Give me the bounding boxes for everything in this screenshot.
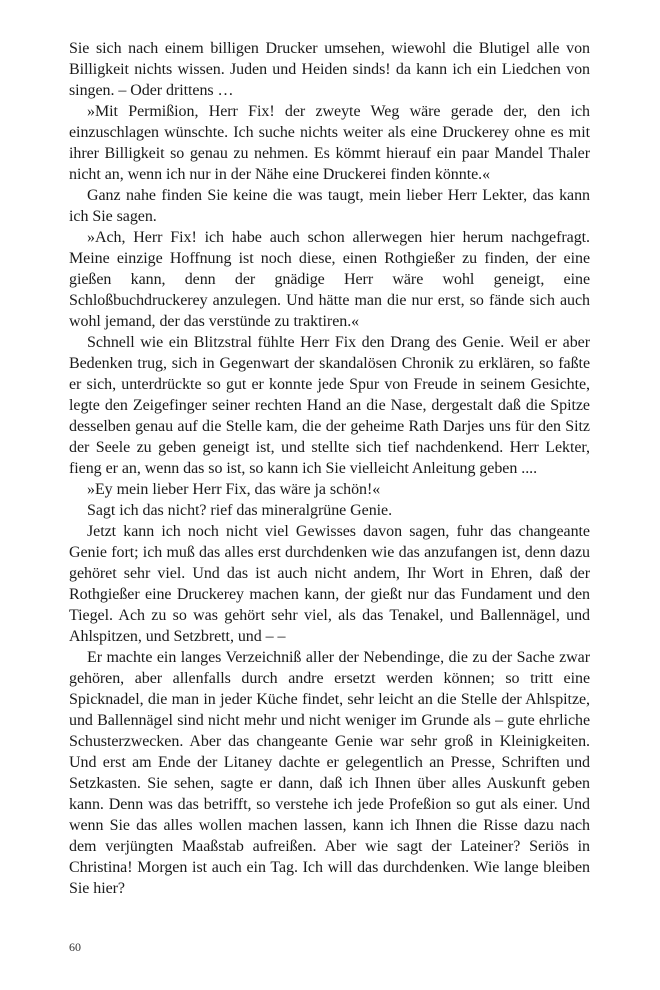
paragraph-6: »Ey mein lieber Herr Fix, das wäre ja schön!« [87, 481, 381, 498]
paragraph-9: Er machte ein langes Verzeichniß aller der Nebendinge, die zu der Sache zwar gehören, aber allenfalls durch andre ersetzt werden können; so tritt eine Spicknadel, die man in jeder Küche findet, sehr leicht an die Stelle der Ahlspitze, und Ballennägel sind nicht mehr und nicht weniger im Grunde als – gute ehrliche Schusterzwecken. Aber das changeante Genie war sehr groß in Kleinigkeiten. Und erst am Ende der Litaney dachte er gelegentlich an Presse, Schriften und Setzkasten. Sie sehen, sagte er dann, daß ich Ihnen über alles Auskunft geben kann. Denn was das betrifft, so verstehe ich jede Profeßion so gut als einer. Und wenn Sie das alles wollen machen lassen, kann ich Ihnen die Risse dazu nach dem verjüngten Maaßstab aufreißen. Aber wie sagt der Lateiner? Seriös in Christina! Morgen ist auch ein Tag. Ich will das durchdenken. Wie lange bleiben Sie hier? [69, 649, 590, 897]
paragraph-2: »Mit Permißion, Herr Fix! der zweyte Weg wäre gerade der, den ich einzuschlagen wünschte. Ich suche nichts weiter als eine Druckerey ohne es mit ihrer Billigkeit so genau zu nehmen. Es kömmt hierauf ein paar Mandel Thaler nicht an, wenn ich nur in der Nähe eine Druckerei finden könnte.« [69, 103, 590, 183]
paragraph-4: »Ach, Herr Fix! ich habe auch schon allerwegen hier herum nachgefragt. Meine einzige Hoffnung ist noch diese, einen Rothgießer zu finden, der eine gießen kann, denn der gnädige Herr wäre wohl geneigt, eine Schloßbuchdruckerey anzulegen. Und hätte man die nur erst, so fände sich auch wohl jemand, der das verstünde zu traktiren.« [69, 229, 590, 330]
page-number: 60 [69, 940, 81, 954]
paragraph-7: Sagt ich das nicht? rief das mineralgrüne Genie. [87, 502, 393, 519]
paragraph-1: Sie sich nach einem billigen Drucker umsehen, wiewohl die Blutigel alle von Billigkeit nichts wissen. Juden und Heiden sinds! da kann ich ein Liedchen von singen. – Oder drittens … [69, 40, 590, 99]
paragraph-3: Ganz nahe finden Sie keine die was taugt, mein lieber Herr Lekter, das kann ich Sie sagen. [69, 187, 590, 225]
paragraph-5: Schnell wie ein Blitzstral fühlte Herr Fix den Drang des Genie. Weil er aber Bedenken trug, sich in Gegenwart der skandalösen Chronik zu erklären, so faßte er sich, unterdrückte so gut er konnte jede Spur von Freude in seinem Gesichte, legte den Zeigefinger seiner rechten Hand an die Nase, dergestalt daß die Spitze desselben genau auf die Stelle kam, die der geheime Rath Darjes uns für den Sitz der Seele zu geben geneigt ist, und stellte sich tief nachdenkend. Herr Lekter, fieng er an, wenn das so ist, so kann ich Sie vielleicht Anleitung geben .... [69, 334, 590, 477]
body-text [69, 38, 590, 899]
paragraph-8: Jetzt kann ich noch nicht viel Gewisses davon sagen, fuhr das changeante Genie fort; ich muß das alles erst durchdenken wie das anzufangen ist, denn dazu gehöret sehr viel. Und das ist auch nicht andem, Ihr Wort in Ehren, daß der Rothgießer eine Druckerey machen kann, der gießt nur das Fundament und den Tiegel. Ach zu so was gehört sehr viel, als das Tenakel, und Ballennägel, und Ahlspitzen, und Setzbrett, und – – [69, 523, 590, 645]
